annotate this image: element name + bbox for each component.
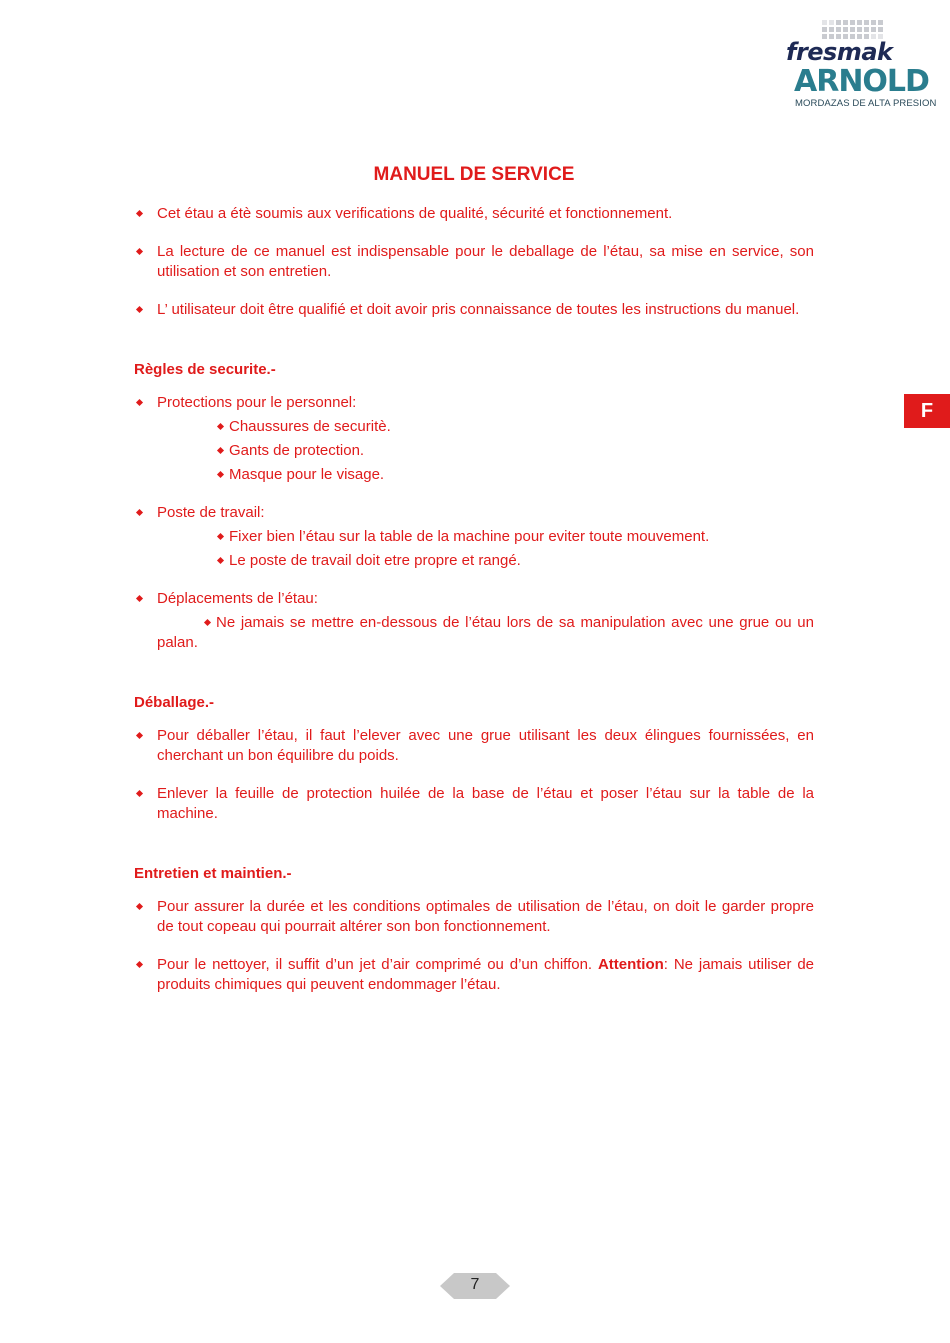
logo-grid-square — [878, 20, 883, 25]
sub-item: Ne jamais se mettre en-dessous de l’étau lors de sa manipulation avec une grue ou un palan. — [157, 614, 814, 651]
section-heading-security: Règles de securite.- — [134, 361, 276, 378]
logo-grid-square — [857, 20, 862, 25]
logo-grid-square — [850, 27, 855, 32]
diamond-bullet-icon — [217, 422, 224, 429]
diamond-bullet-icon — [217, 446, 224, 453]
unpacking-item: Pour déballer l’étau, il faut l’elever avec une grue utilisant les deux élingues fournissées, en cherchant un bon équilibre du poids. — [134, 726, 814, 766]
unpacking-item: Enlever la feuille de protection huilée de la base de l’étau et poser l’étau sur la table de la machine. — [134, 784, 814, 824]
diamond-bullet-icon — [217, 532, 224, 539]
logo-grid-square — [878, 27, 883, 32]
diamond-bullet-icon — [136, 595, 143, 602]
section-heading-maintenance: Entretien et maintien.- — [134, 865, 292, 882]
intro-item: Cet étau a étè soumis aux verifications de qualité, sécurité et fonctionnement. — [134, 204, 814, 224]
logo-grid-square — [829, 27, 834, 32]
page-number-badge — [440, 1273, 510, 1299]
logo-grid-square — [850, 20, 855, 25]
diamond-bullet-icon — [136, 248, 143, 255]
diamond-bullet-icon — [136, 509, 143, 516]
logo-grid-square — [836, 20, 841, 25]
logo-grid-square — [829, 20, 834, 25]
document-body — [134, 204, 814, 1013]
maintenance-item: Pour le nettoyer, il suffit d’un jet d’air comprimé ou d’un chiffon. Attention: Ne jamais utiliser de produits chimiques qui peuvent endommager l’étau. — [134, 955, 814, 995]
security-item: Déplacements de l’étau: Ne jamais se mettre en-dessous de l’étau lors de sa manipulation avec une grue ou un palan. — [134, 589, 814, 653]
logo-grid-square — [836, 27, 841, 32]
logo-grid-square — [871, 20, 876, 25]
intro-item: La lecture de ce manuel est indispensable pour le deballage de l’étau, sa mise en service, son utilisation et son entretien. — [134, 242, 814, 282]
security-item: Protections pour le personnel: Chaussures de securitè. Gants de protection. Masque pour le visage. — [134, 393, 814, 485]
security-item: Poste de travail: Fixer bien l’étau sur la table de la machine pour eviter toute mouvement. Le poste de travail doit etre propre et rangé. — [134, 503, 814, 571]
logo-tagline: MORDAZAS DE ALTA PRESION — [795, 98, 937, 109]
logo-grid-square — [822, 20, 827, 25]
logo-grid-square — [871, 27, 876, 32]
intro-item: L’ utilisateur doit être qualifié et doit avoir pris connaissance de toutes les instructions du manuel. — [134, 300, 814, 320]
maintenance-item: Pour assurer la durée et les conditions optimales de utilisation de l’étau, on doit le garder propre de tout copeau qui pourrait altérer son bon fonctionnement. — [134, 897, 814, 937]
diamond-bullet-icon — [136, 399, 143, 406]
logo-fresmak: fresmak — [786, 38, 893, 66]
diamond-bullet-icon — [136, 790, 143, 797]
logo-grid-square — [822, 27, 827, 32]
logo-grid-square — [843, 20, 848, 25]
section-heading-unpacking: Déballage.- — [134, 694, 215, 711]
logo-grid-square — [864, 20, 869, 25]
diamond-bullet-icon — [217, 556, 224, 563]
sub-item: Fixer bien l’étau sur la table de la machine pour eviter toute mouvement. — [157, 527, 814, 547]
logo-arnold: ARNOLD — [794, 64, 929, 99]
page-title: MANUEL DE SERVICE — [373, 164, 575, 185]
logo-grid-square — [864, 27, 869, 32]
sub-item: Chaussures de securitè. — [157, 417, 814, 437]
logo-grid-square — [857, 27, 862, 32]
sub-item: Le poste de travail doit etre propre et rangé. — [157, 551, 814, 571]
diamond-bullet-icon — [136, 306, 143, 313]
language-tab: F — [904, 394, 950, 428]
diamond-bullet-icon — [204, 618, 211, 625]
diamond-bullet-icon — [136, 961, 143, 968]
diamond-bullet-icon — [136, 210, 143, 217]
attention-label: Attention — [597, 956, 664, 973]
sub-item: Gants de protection. — [157, 441, 814, 461]
diamond-bullet-icon — [136, 732, 143, 739]
sub-item: Masque pour le visage. — [157, 465, 814, 485]
page-number: 7 — [470, 1276, 480, 1293]
diamond-bullet-icon — [217, 470, 224, 477]
brand-logo — [780, 18, 935, 113]
logo-grid-square — [843, 27, 848, 32]
diamond-bullet-icon — [136, 903, 143, 910]
